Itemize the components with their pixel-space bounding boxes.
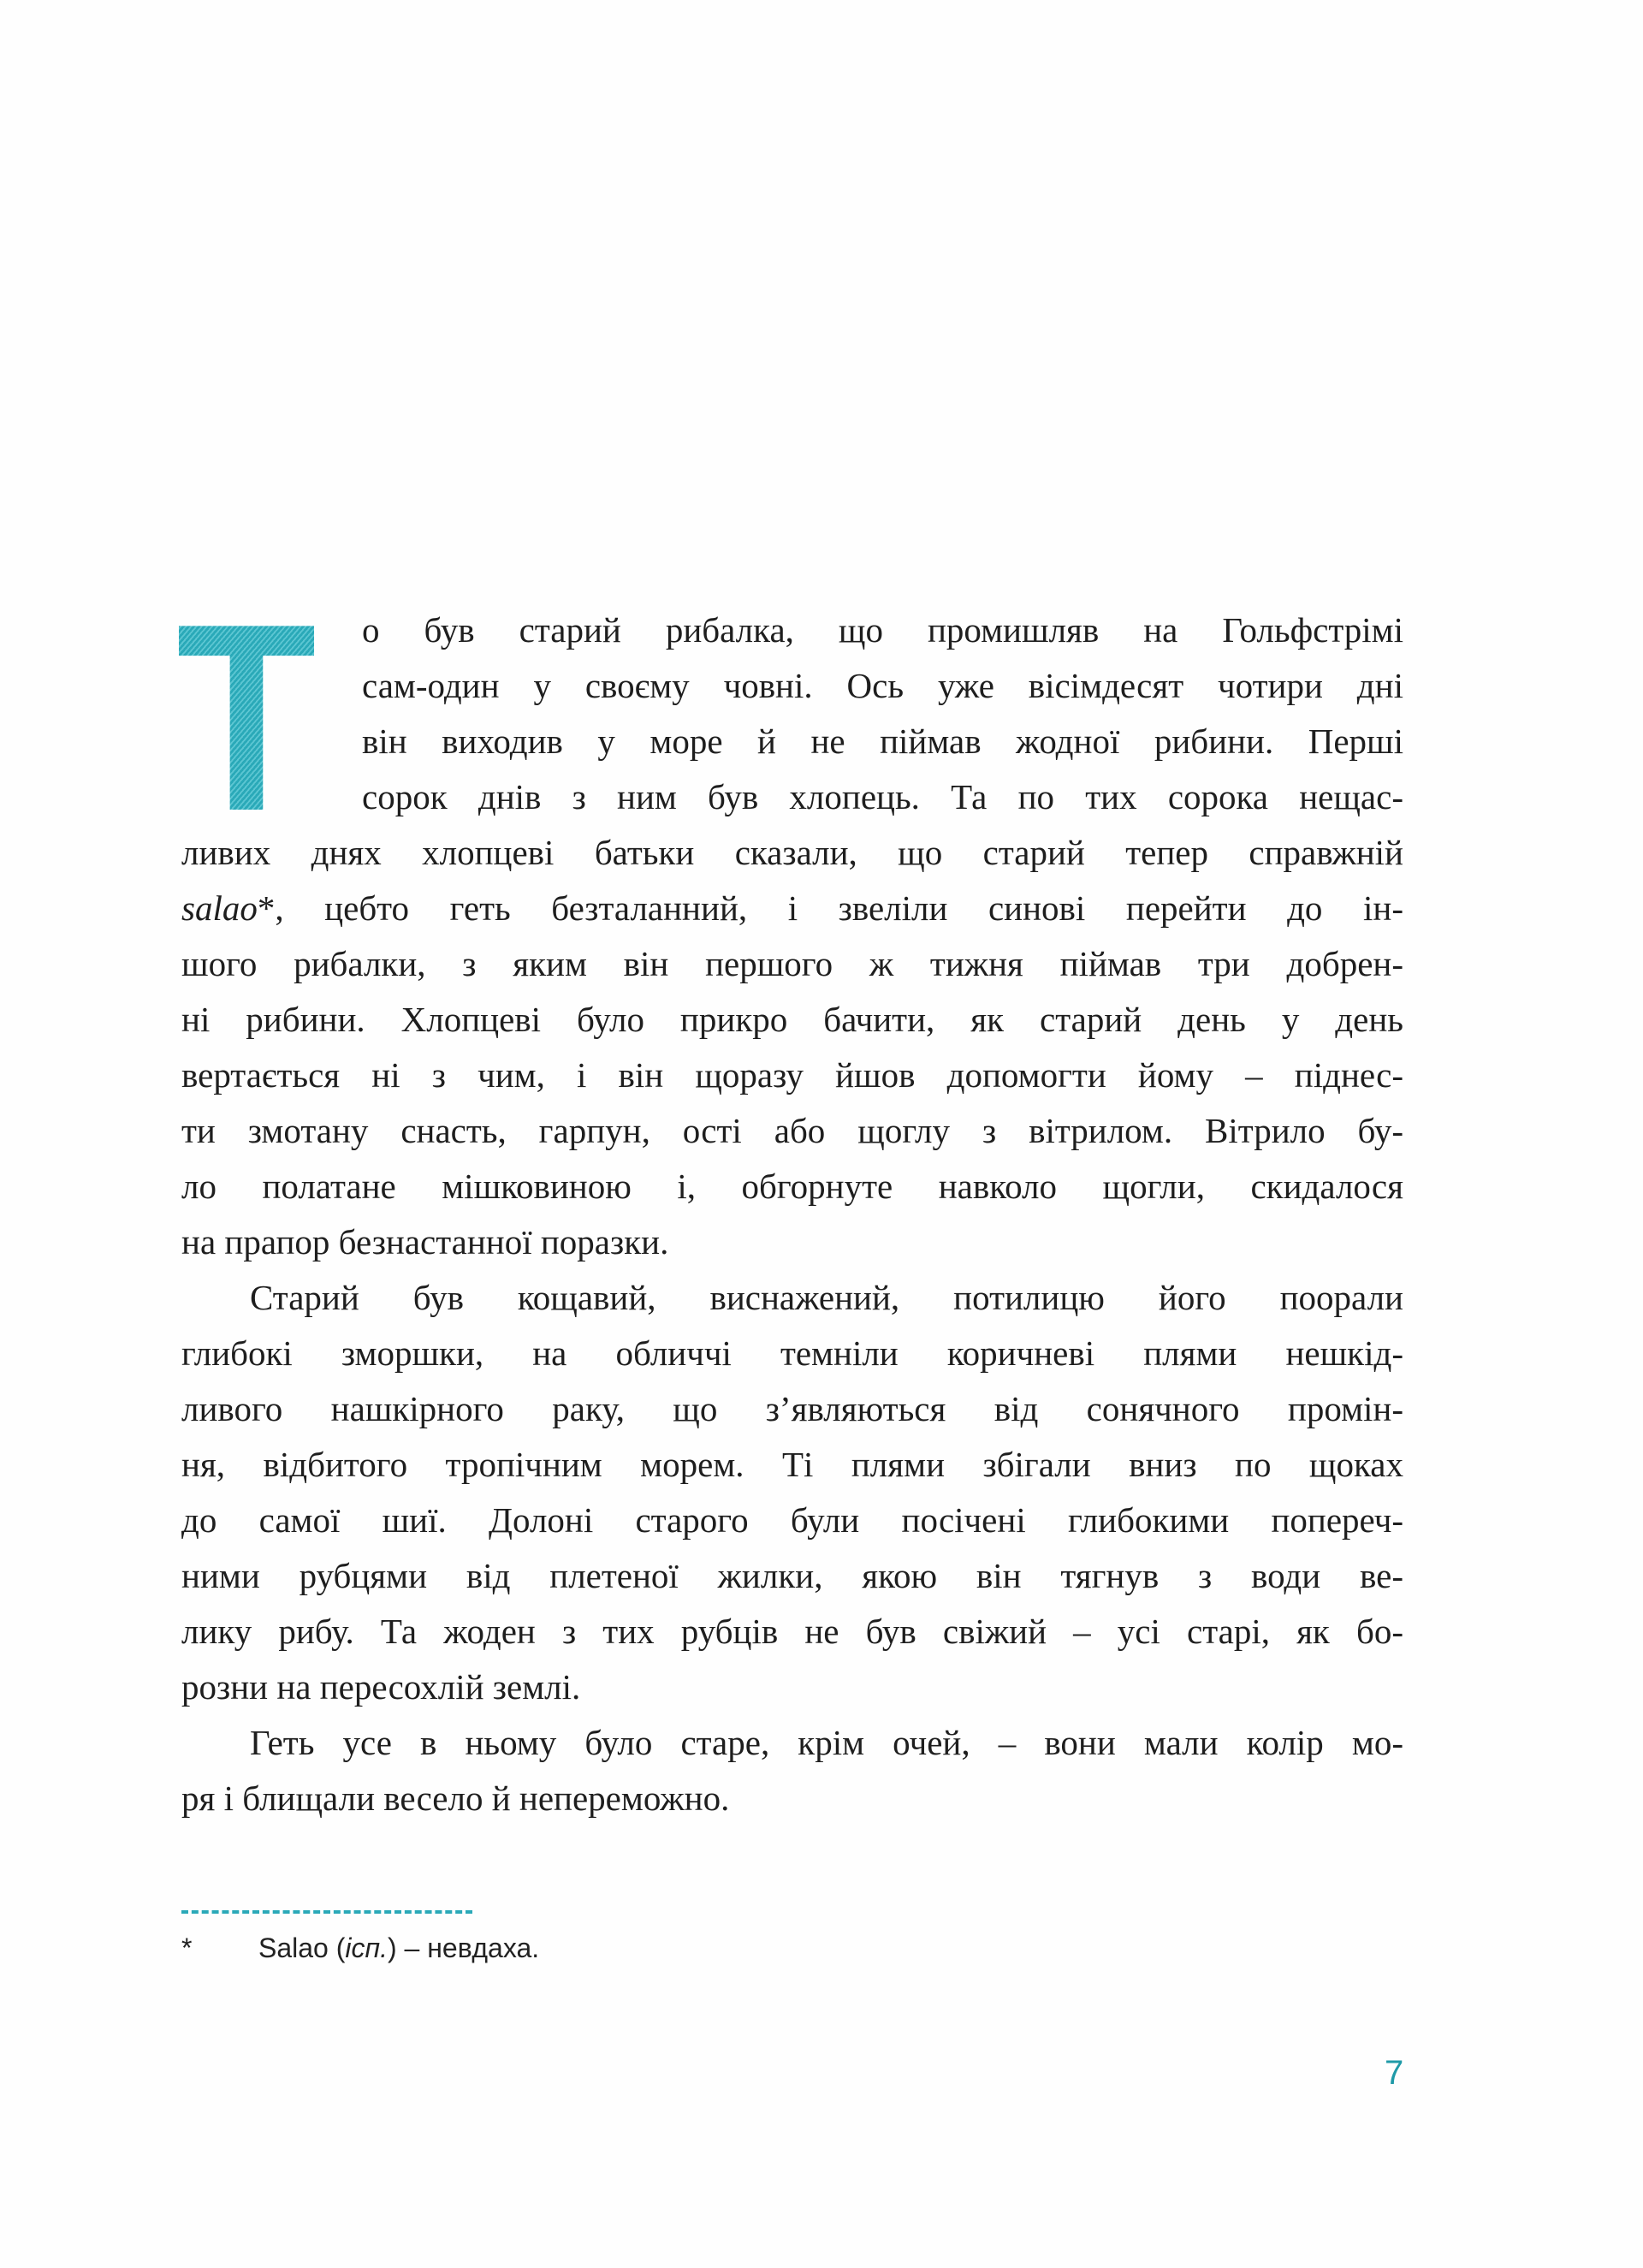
text-line-rest: *, цебто геть безталанний, і звеліли синові перейти до ін- [257,888,1403,928]
text-line: глибокі зморшки, на обличчі темніли коричневі плями нешкід- [181,1333,1403,1373]
footnote-term: Salao [258,1933,329,1963]
text-line: ливих днях хлопцеві батьки сказали, що старий тепер справжній [181,833,1403,872]
text-line: ло полатане мішковиною і, обгорнуте навколо щогли, скидалося [181,1167,1403,1206]
paragraph-3 [181,1715,1403,1826]
text-line: ря і блищали весело й непереможно. [181,1778,730,1818]
drop-cap-letter: Т [176,569,317,867]
footnote-divider [181,1910,472,1914]
text-line: о був старий рибалка, що промишляв на Гольфстрімі [362,610,1403,650]
text-line: Геть усе в ньому було старе, крім очей, – вони мали колір мо- [250,1723,1403,1762]
text-line: ні рибини. Хлопцеві було прикро бачити, як старий день у день [181,1000,1403,1039]
text-line: на прапор безнастанної поразки. [181,1222,669,1262]
footnote-definition: – невдаха. [396,1933,540,1963]
footnote-mark: * [181,1933,193,1963]
paragraph-2 [181,1270,1403,1715]
text-line: Старий був кощавий, виснажений, потилицю його поорали [250,1278,1403,1317]
text-line: шого рибалки, з яким він першого ж тижня піймав три добрен- [181,944,1403,983]
text-line: лику рибу. Та жоден з тих рубців не був свіжий – усі старі, як бо- [181,1612,1403,1651]
text-line: ти змотану снасть, гарпун, ості або щоглу з вітрилом. Вітрило бу- [181,1111,1403,1150]
foreign-term: salao [181,888,258,928]
text-line: він виходив у море й не піймав жодної рибини. Перші [362,721,1403,761]
footnote: * Salao (ісп.) – невдаха. [181,1933,540,1963]
text-line [181,881,1403,936]
footnote-language: ісп. [345,1933,388,1963]
text-line: ня, відбитого тропічним морем. Ті плями збігали вниз по щоках [181,1445,1403,1484]
paragraph-1 [181,603,1403,1270]
page-number: 7 [1385,2054,1404,2092]
text-line: ливого нашкірного раку, що з’являються від сонячного промін- [181,1389,1403,1428]
body-text [181,603,1403,1826]
text-line: вертається ні з чим, і він щоразу йшов допомогти йому – піднес- [181,1055,1403,1095]
text-line: до самої шиї. Долоні старого були посічені глибокими попереч- [181,1500,1403,1540]
text-line: сорок днів з ним був хлопець. Та по тих сорока нещас- [362,777,1403,816]
text-line: ними рубцями від плетеної жилки, якою він тягнув з води ве- [181,1556,1403,1595]
text-line: сам-один у своєму човні. Ось уже вісімдесят чотири дні [362,666,1403,705]
text-line: розни на пересохлій землі. [181,1667,581,1707]
